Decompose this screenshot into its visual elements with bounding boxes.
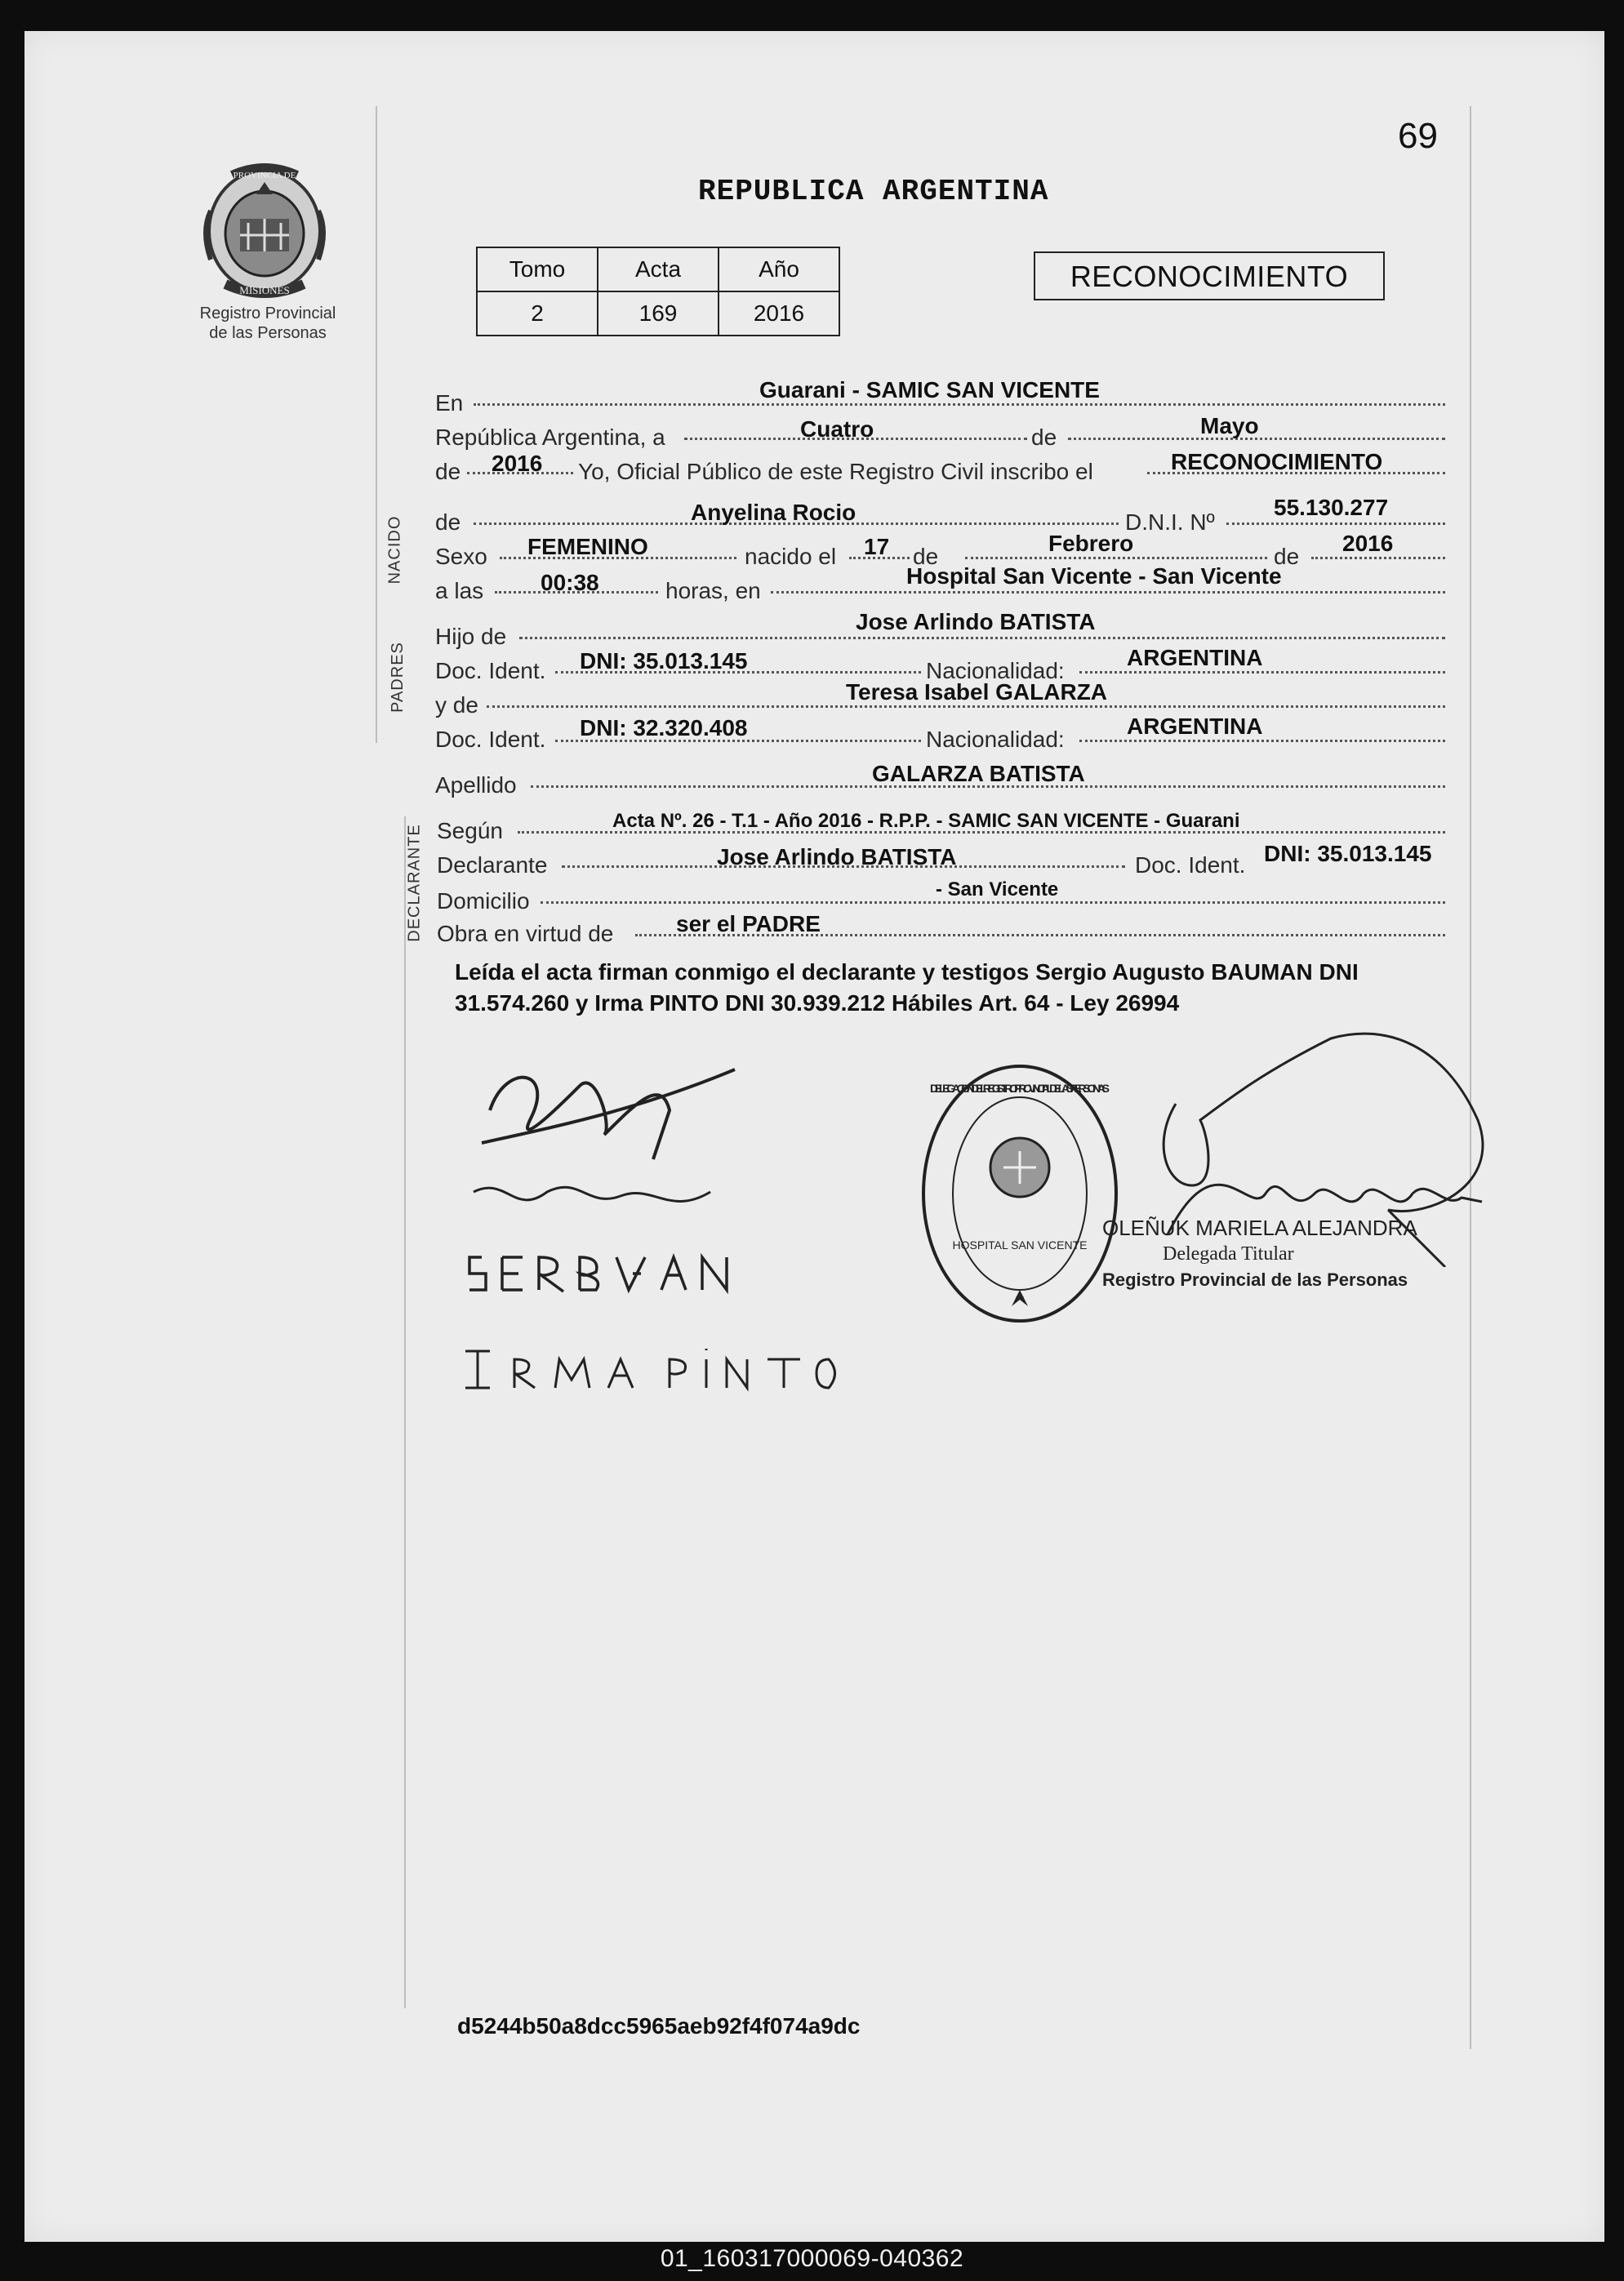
field-label-nacido: nacido el	[745, 544, 837, 569]
field-label-nacionalidad: Nacionalidad:	[926, 658, 1065, 683]
dotted-line	[541, 901, 1445, 904]
table-cell-acta: 169	[598, 291, 719, 336]
field-value-sexo: FEMENINO	[527, 534, 648, 559]
field-value-birth-month: Febrero	[1048, 531, 1134, 556]
footer-code: 01_160317000069-040362	[660, 2245, 964, 2272]
official-role: Delegada Titular	[1163, 1243, 1294, 1265]
field-value-dni: 55.130.277	[1274, 495, 1389, 520]
table-row	[477, 247, 839, 291]
field-label-de-name: de	[435, 509, 461, 535]
seal-text-bottom: MISIONES	[239, 284, 290, 296]
witness-signature-irma-pinto-icon	[457, 1339, 841, 1404]
field-label-doc-ident2: Doc. Ident.	[435, 727, 546, 752]
document-hash: d5244b50a8dcc5965aeb92f4f074a9dc	[457, 2013, 861, 2039]
field-value-mother-doc: DNI: 32.320.408	[580, 715, 748, 740]
dotted-line	[487, 705, 1445, 708]
field-value-inscribo: RECONOCIMIENTO	[1171, 449, 1383, 474]
field-value-father-name: Jose Arlindo BATISTA	[856, 609, 1096, 634]
left-margin-line-lower	[404, 816, 406, 2008]
field-value-birth-place: Hospital San Vicente - San Vicente	[906, 563, 1282, 589]
record-table	[476, 247, 840, 336]
field-label-republica: República Argentina, a	[435, 425, 665, 450]
field-label-declarante-doc: Doc. Ident.	[1135, 852, 1246, 878]
act-type-box: RECONOCIMIENTO	[1034, 251, 1385, 300]
field-label-horas: horas, en	[665, 578, 761, 603]
registry-label-line2: de las Personas	[209, 324, 327, 342]
field-value-mother-nat: ARGENTINA	[1127, 714, 1263, 739]
field-label-sexo: Sexo	[435, 544, 487, 569]
field-value-en: Guarani - SAMIC SAN VICENTE	[759, 377, 1100, 402]
field-label-declarante: Declarante	[437, 852, 548, 878]
page-number: 69	[1398, 116, 1438, 156]
field-label-nacionalidad2: Nacionalidad:	[926, 727, 1065, 752]
dotted-line	[1079, 671, 1445, 674]
field-label-de-year: de	[435, 459, 461, 484]
dotted-line	[1079, 740, 1445, 742]
witness-signature-serbauan-icon	[465, 1241, 759, 1306]
left-margin-line	[376, 106, 377, 743]
dotted-line	[519, 637, 1445, 639]
field-value-mother-name: Teresa Isabel GALARZA	[846, 679, 1108, 705]
provincial-seal-icon	[199, 162, 330, 300]
seal-text-top: PROVINCIA DE	[233, 171, 296, 180]
field-label-dni: D.N.I. Nº	[1125, 509, 1215, 535]
field-value-birth-day: 17	[864, 534, 890, 559]
field-label-obra: Obra en virtud de	[437, 921, 614, 946]
field-label-yde: y de	[435, 692, 478, 718]
field-value-declarante: Jose Arlindo BATISTA	[717, 844, 957, 869]
field-value-father-nat: ARGENTINA	[1127, 645, 1263, 670]
field-value-obra: ser el PADRE	[676, 911, 821, 936]
field-label-segun: Según	[437, 818, 503, 843]
table-row	[477, 291, 839, 336]
table-header-ano: Año	[719, 247, 839, 291]
official-stamp-icon	[918, 1045, 1130, 1339]
stamp-inner-text: HOSPITAL SAN VICENTE	[952, 1238, 1088, 1252]
field-value-year: 2016	[492, 451, 543, 476]
field-value-apellido: GALARZA BATISTA	[872, 761, 1085, 786]
registry-label-line1: Registro Provincial	[199, 305, 336, 322]
field-label-de: de	[1031, 425, 1057, 450]
official-signature-block	[1102, 1215, 1417, 1293]
field-label-en: En	[435, 390, 464, 416]
table-header-acta: Acta	[598, 247, 719, 291]
field-label-apellido: Apellido	[435, 772, 517, 798]
closing-paragraph: Leída el acta firman conmigo el declarante y testigos Sergio Augusto BAUMAN DNI 31.574.260 y Irma PINTO DNI 30.939.212 Hábiles Art. 64 - Ley 26994	[455, 959, 1359, 1016]
official-name: OLEÑUK MARIELA ALEJANDRA	[1102, 1216, 1417, 1240]
table-cell-ano: 2016	[719, 291, 839, 336]
field-label-de-month: de	[913, 544, 939, 569]
table-cell-tomo: 2	[477, 291, 598, 336]
table-header-tomo: Tomo	[477, 247, 598, 291]
field-value-month: Mayo	[1200, 413, 1259, 438]
dotted-line	[474, 403, 1445, 406]
dotted-line	[1226, 522, 1445, 525]
field-value-birth-year: 2016	[1342, 531, 1394, 556]
registry-label	[186, 304, 349, 343]
field-label-de-year2: de	[1274, 544, 1300, 569]
official-org: Registro Provincial de las Personas	[1102, 1269, 1408, 1290]
side-label-padres: PADRES	[388, 642, 407, 713]
field-value-father-doc: DNI: 35.013.145	[580, 648, 748, 674]
page-title: REPUBLICA ARGENTINA	[698, 175, 1049, 208]
side-label-declarante: DECLARANTE	[405, 824, 424, 942]
dotted-line	[965, 557, 1267, 559]
field-label-alas: a las	[435, 578, 484, 603]
field-value-birth-time: 00:38	[541, 570, 599, 595]
field-value-day: Cuatro	[800, 416, 874, 442]
field-value-declarante-doc: DNI: 35.013.145	[1264, 841, 1432, 866]
field-value-name: Anyelina Rocio	[691, 500, 856, 525]
stamp-ring-text: DELEGACION DEL REGISTRO PROVINCIAL DE LAS PERSONAS	[930, 1082, 1110, 1095]
oficial-text: Yo, Oficial Público de este Registro Civil inscribo el	[578, 459, 1093, 484]
side-label-nacido: NACIDO	[385, 515, 404, 585]
field-value-segun: Acta Nº. 26 - T.1 - Año 2016 - R.P.P. - SAMIC SAN VICENTE - Guarani	[612, 810, 1240, 832]
dotted-line	[771, 591, 1445, 594]
dotted-line	[1311, 557, 1445, 559]
field-label-domicilio: Domicilio	[437, 888, 530, 914]
declarant-signature-icon	[457, 1053, 768, 1233]
field-value-domicilio: - San Vicente	[936, 878, 1059, 900]
field-label-hijo: Hijo de	[435, 624, 507, 649]
field-label-doc-ident: Doc. Ident.	[435, 658, 546, 683]
